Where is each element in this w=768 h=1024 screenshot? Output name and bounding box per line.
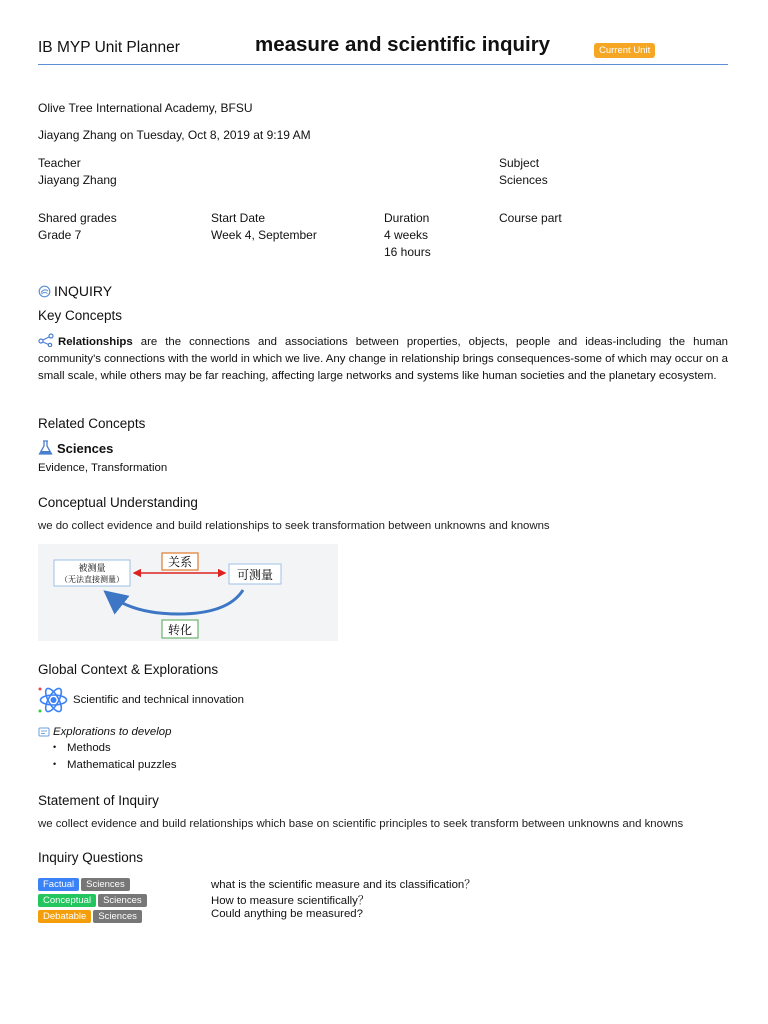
- global-context-text: Scientific and technical innovation: [73, 694, 244, 706]
- debatable-tag: Debatable: [38, 910, 91, 923]
- explorations-icon: [38, 727, 50, 737]
- diagram-top-label: 关系: [167, 555, 193, 569]
- conceptual-tag: Conceptual: [38, 894, 96, 907]
- concept-diagram-svg: [38, 544, 338, 641]
- question-text: what is the scientific measure and its classification？: [211, 879, 476, 891]
- explorations-label: Explorations to develop: [53, 726, 172, 738]
- related-concepts-heading: Related Concepts: [38, 416, 146, 431]
- key-concepts-heading: Key Concepts: [38, 308, 123, 323]
- duration-weeks: 4 weeks: [384, 228, 429, 242]
- current-unit-badge: Current Unit: [594, 43, 655, 58]
- relationships-icon: [38, 333, 55, 347]
- explorations-list: [38, 742, 177, 776]
- author-line: Jiayang Zhang on Tuesday, Oct 8, 2019 at 9:19 AM: [38, 128, 311, 142]
- diagram-bottom-label: 转化: [167, 623, 193, 637]
- school-name: Olive Tree International Academy, BFSU: [38, 101, 253, 115]
- course-part-label: Course part: [499, 211, 562, 225]
- flask-icon: [38, 440, 53, 456]
- global-context-heading: Global Context & Explorations: [38, 662, 219, 677]
- inquiry-heading-text: INQUIRY: [54, 283, 113, 299]
- diagram-right-label: 可测量: [236, 568, 274, 582]
- factual-tag: Factual: [38, 878, 79, 891]
- related-subject-name: Sciences: [57, 440, 114, 456]
- global-context-item: [38, 686, 244, 714]
- duration-label: Duration: [384, 211, 430, 225]
- subject-tag: Sciences: [93, 910, 142, 923]
- concept-diagram: [38, 544, 338, 641]
- question-text: Could anything be measured?: [211, 908, 363, 920]
- subject-value: Sciences: [499, 173, 548, 187]
- inquiry-heading: [38, 283, 112, 299]
- diagram-left-line1: 被测量: [78, 564, 106, 574]
- planner-title: IB MYP Unit Planner: [38, 39, 180, 56]
- explorations-label-row: [38, 726, 171, 738]
- conceptual-understanding-text: we do collect evidence and build relationships to seek transformation between unknowns and knowns: [38, 520, 550, 532]
- diagram-left-line2: （无法直接测量）: [60, 575, 124, 584]
- question-row-factual: [38, 876, 728, 892]
- duration-hours: 16 hours: [384, 245, 431, 259]
- related-subject: [38, 440, 113, 456]
- page-header: [38, 30, 728, 65]
- teacher-value: Jiayang Zhang: [38, 173, 117, 187]
- statement-of-inquiry-text: we collect evidence and build relationships which base on scientific principles to seek transform between unknowns and knowns: [38, 818, 684, 830]
- inquiry-questions-heading: Inquiry Questions: [38, 850, 144, 865]
- statement-of-inquiry-heading: Statement of Inquiry: [38, 793, 159, 808]
- related-concept-values: Evidence, Transformation: [38, 462, 168, 474]
- list-item: • Methods: [38, 742, 177, 759]
- start-date-value: Week 4, September: [211, 228, 317, 242]
- question-text: How to measure scientifically？: [211, 895, 370, 907]
- key-concept-term: Relationships: [58, 336, 133, 348]
- conceptual-understanding-heading: Conceptual Understanding: [38, 495, 198, 510]
- subject-tag: Sciences: [81, 878, 130, 891]
- inquiry-icon: [38, 285, 51, 298]
- subject-tag: Sciences: [98, 894, 147, 907]
- atom-icon: [38, 686, 69, 714]
- question-row-debatable: [38, 908, 728, 924]
- question-row-conceptual: [38, 892, 728, 908]
- key-concept-paragraph: [38, 333, 728, 385]
- subject-label: Subject: [499, 156, 540, 170]
- key-concept-text: are the connections and associations between properties, objects, people and ideas-including the human community's connections with the world in which we live. Any change in relationship brings consequences-some of which may occur on a small scale, while others may be far reaching, affecting large networks and systems like human societies and the planetary ecosystem.: [38, 336, 728, 382]
- list-item: • Mathematical puzzles: [38, 759, 177, 776]
- teacher-label: Teacher: [38, 156, 81, 170]
- grades-value: Grade 7: [38, 228, 82, 242]
- unit-title: measure and scientific inquiry: [255, 33, 551, 56]
- grades-label: Shared grades: [38, 211, 117, 225]
- start-date-label: Start Date: [211, 211, 266, 225]
- transform-arrow: [108, 590, 243, 614]
